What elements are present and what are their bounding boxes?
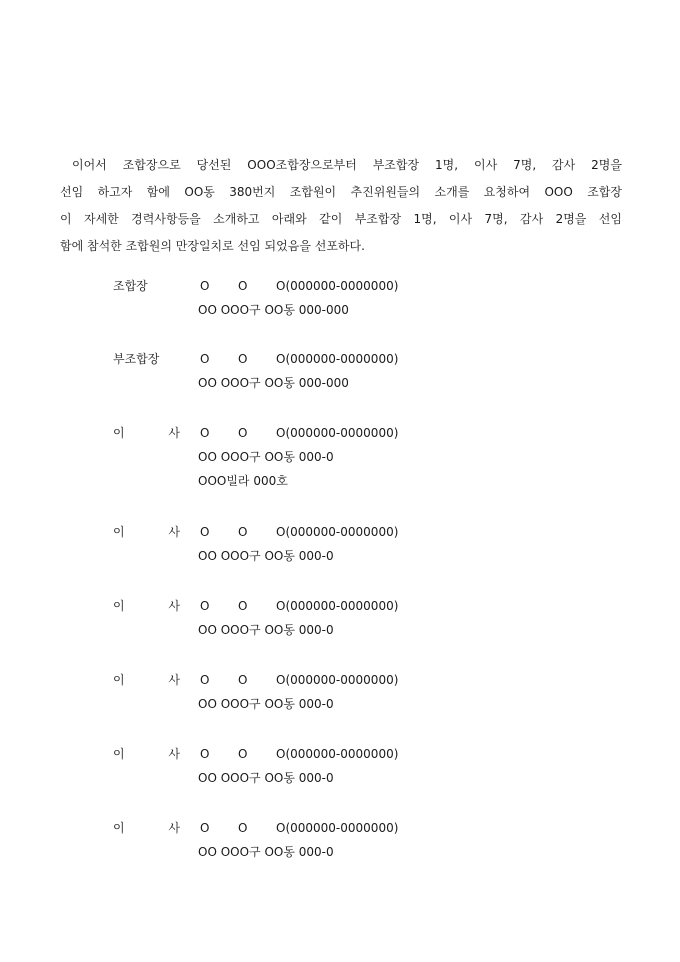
member-role: 조합장 <box>113 279 148 293</box>
member-entry <box>0 594 680 642</box>
member-address: OO OOO구 OO동 000-000 <box>198 303 349 317</box>
member-address: OO OOO구 OO동 000-000 <box>198 376 349 390</box>
member-role: 이 사 <box>113 747 200 761</box>
member-address: OO OOO구 OO동 000-0 <box>198 771 334 785</box>
member-role: 부조합장 <box>113 352 160 366</box>
member-entry <box>0 668 680 716</box>
intro-line: 선임 하고자 함에 OO동 380번지 조합원이 추진위원들의 소개를 요청하여 OOO 조합장 <box>60 185 622 199</box>
member-name: O O O(000000-0000000) <box>200 747 399 761</box>
member-entry <box>0 274 680 322</box>
member-name: O O O(000000-0000000) <box>200 599 399 613</box>
member-address: OO OOO구 OO동 000-0 <box>198 697 334 711</box>
member-name: O O O(000000-0000000) <box>200 525 399 539</box>
member-address-line-2: OOO빌라 000호 <box>198 474 288 488</box>
member-address: OO OOO구 OO동 000-0 <box>198 549 334 563</box>
member-name: O O O(000000-0000000) <box>200 279 399 293</box>
member-name: O O O(000000-0000000) <box>200 821 399 835</box>
member-entry <box>0 742 680 790</box>
member-entry <box>0 816 680 864</box>
member-name: O O O(000000-0000000) <box>200 426 399 440</box>
member-address: OO OOO구 OO동 000-0 <box>198 845 334 859</box>
intro-line: 이어서 조합장으로 당선된 OOO조합장으로부터 부조합장 1명, 이사 7명, 감사 2명을 <box>72 158 622 172</box>
member-entry <box>0 421 680 493</box>
intro-line: 이 자세한 경력사항등을 소개하고 아래와 같이 부조합장 1명, 이사 7명, 감사 2명을 선임 <box>60 212 622 226</box>
member-role: 이 사 <box>113 673 200 687</box>
member-entry <box>0 520 680 568</box>
member-role: 이 사 <box>113 821 200 835</box>
member-role: 이 사 <box>113 599 200 613</box>
member-entry <box>0 347 680 395</box>
member-address: OO OOO구 OO동 000-0 <box>198 623 334 637</box>
intro-line: 함에 참석한 조합원의 만장일치로 선임 되었음을 선포하다. <box>60 239 365 253</box>
member-name: O O O(000000-0000000) <box>200 673 399 687</box>
member-role: 이 사 <box>113 426 200 440</box>
intro-paragraph <box>60 152 622 260</box>
member-address: OO OOO구 OO동 000-0 <box>198 450 334 464</box>
member-role: 이 사 <box>113 525 200 539</box>
member-name: O O O(000000-0000000) <box>200 352 399 366</box>
